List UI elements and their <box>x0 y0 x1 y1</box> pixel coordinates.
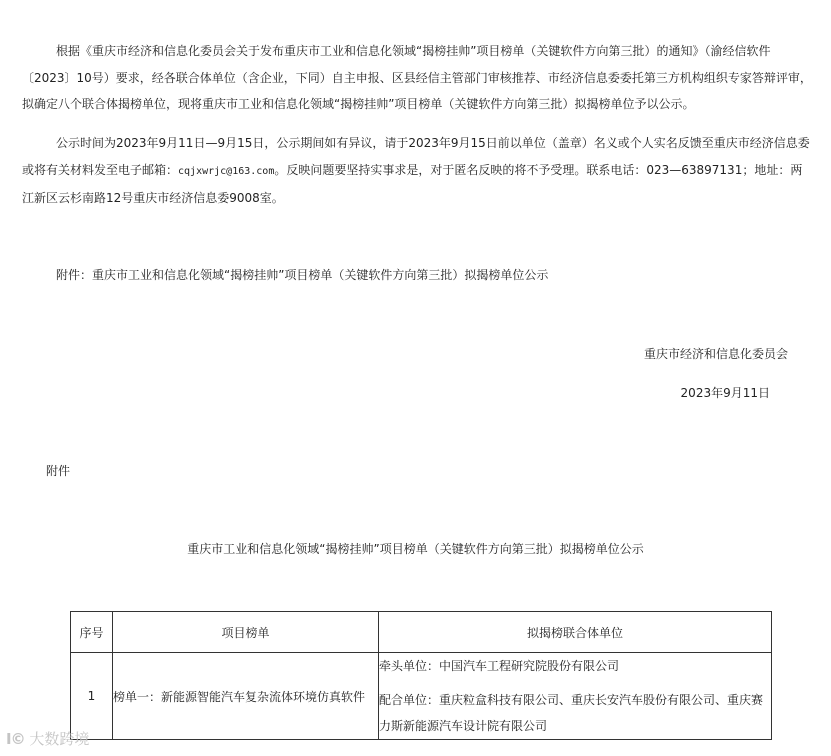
notice-period-text-rest: 。反映问题要坚持实事求是，对于匿名反映的将不予受理。联系电话：023—63897131；地址：两江新区云杉南路12号重庆市经济信息委9008室。 <box>22 162 803 205</box>
table-header-row <box>71 612 772 653</box>
row-units <box>379 653 772 740</box>
signature-org: 重庆市经济和信息化委员会 <box>643 347 788 361</box>
candidate-table <box>70 611 772 740</box>
lead-unit: 牵头单位：中国汽车工程研究院股份有限公司 <box>379 659 620 673</box>
row-seq: 1 <box>71 653 113 740</box>
notice-period-text: 公示时间为2023年9月11日—9月15日，公示期间如有异议，请于2023年9月15日前以单位（盖章）名义或个人实名反馈至重庆市经济信息委或将有关材料发至电子邮箱： <box>22 136 810 177</box>
attachment-label: 附件 <box>46 464 71 478</box>
row-project: 榜单一：新能源智能汽车复杂流体环境仿真软件 <box>113 653 379 740</box>
watermark <box>6 728 89 749</box>
table-row <box>71 653 772 740</box>
contact-email: cqjxwrjc@163.com <box>178 165 275 177</box>
watermark-logo-icon: I© <box>6 730 25 748</box>
partner-units: 配合单位：重庆粒盒科技有限公司、重庆长安汽车股份有限公司、重庆赛力斯新能源汽车设计院有限公司 <box>379 693 764 733</box>
header-project: 项目榜单 <box>113 612 379 653</box>
header-seq: 序号 <box>71 612 113 653</box>
watermark-text: 大数跨境 <box>29 730 90 748</box>
attachment-reference: 附件：重庆市工业和信息化领域“揭榜挂帅”项目榜单（关键软件方向第三批）拟揭榜单位公示 <box>56 268 549 282</box>
notice-paragraph-period <box>22 130 814 212</box>
attachment-title: 重庆市工业和信息化领域“揭榜挂帅”项目榜单（关键软件方向第三批）拟揭榜单位公示 <box>187 542 644 556</box>
notice-paragraph-basis <box>22 38 814 118</box>
notice-paragraph-basis-text: 根据《重庆市经济和信息化委员会关于发布重庆市工业和信息化领域“揭榜挂帅”项目榜单（关键软件方向第三批）的通知》（渝经信软件〔2023〕10号）要求，经各联合体单位（含企业，下同）自主申报、区县经信主管部门审核推荐、市经济信息委委托第三方机构组织专家答辩评审，拟确定八个联合体揭榜单位，现将重庆市工业和信息化领域“揭榜挂帅”项目榜单（关键软件方向第三批）拟揭榜单位予以公示。 <box>22 44 812 111</box>
header-units: 拟揭榜联合体单位 <box>379 612 772 653</box>
signature-date: 2023年9月11日 <box>680 386 770 400</box>
